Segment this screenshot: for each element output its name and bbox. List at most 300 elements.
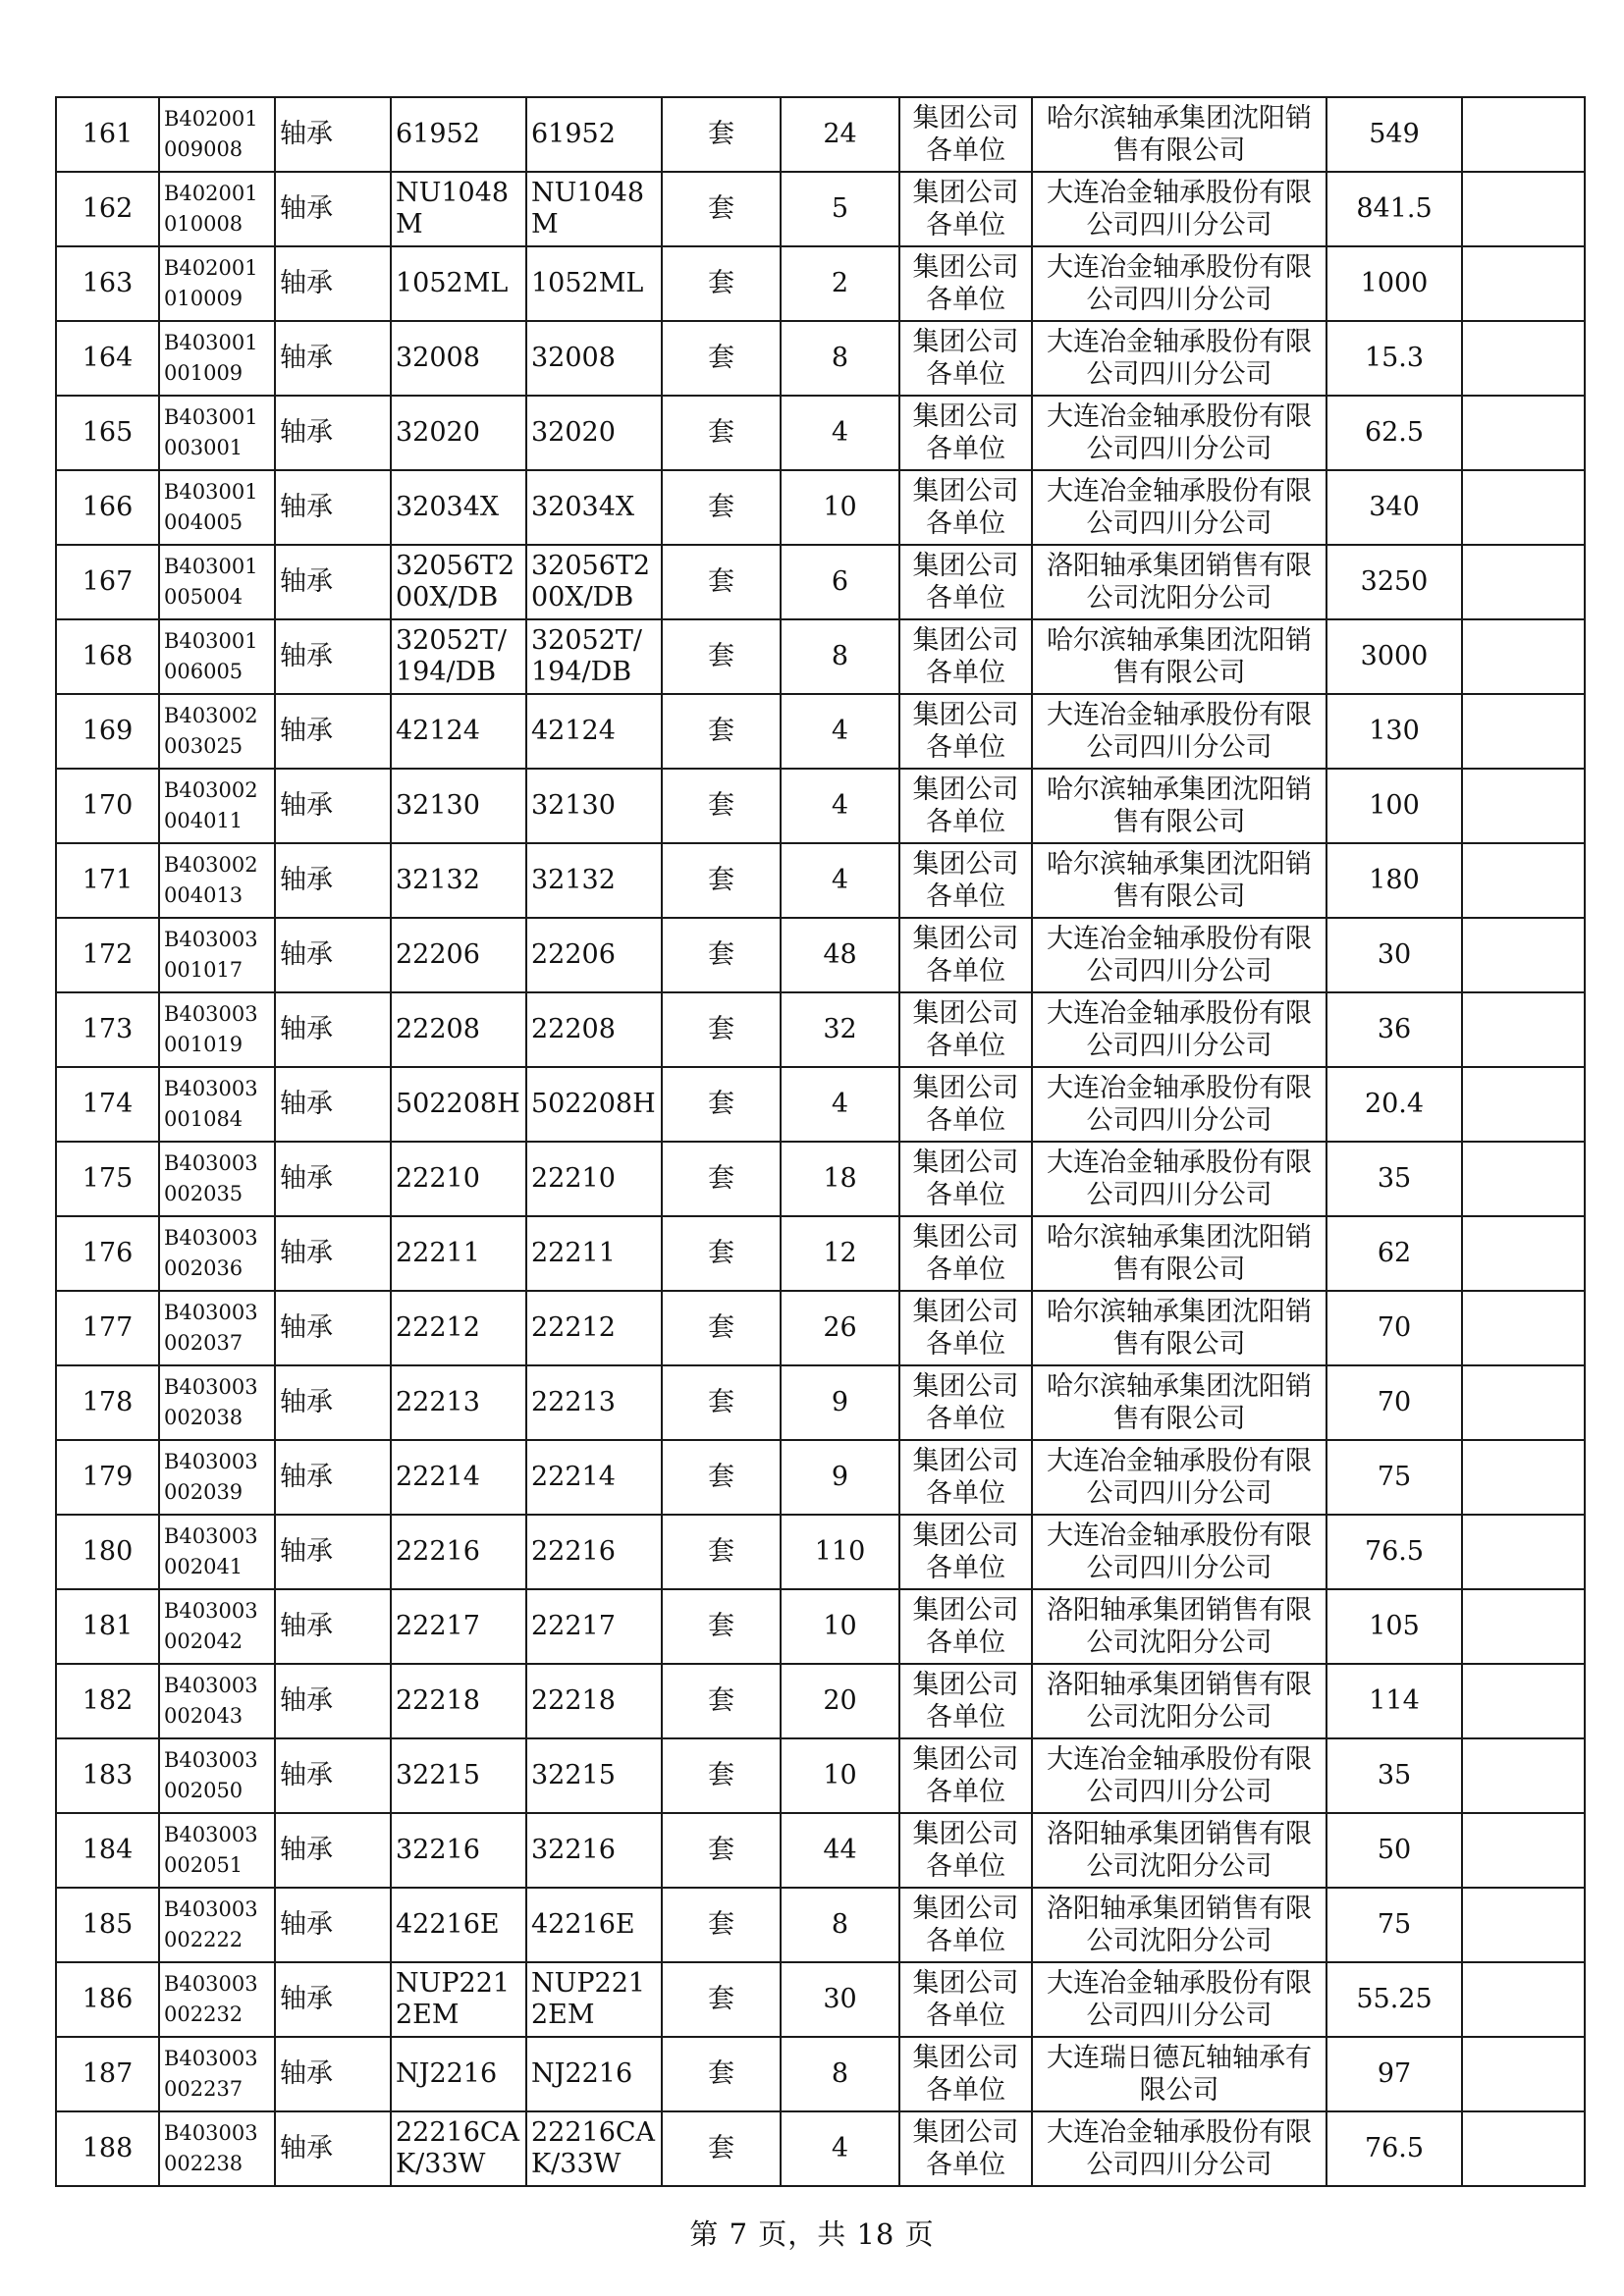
material-code-cell: B403003002038	[159, 1365, 275, 1440]
model-cell: 42124	[526, 694, 662, 769]
buyer-unit-cell: 集团公司各单位	[899, 992, 1032, 1067]
buyer-unit-cell: 集团公司各单位	[899, 97, 1032, 172]
unit-price-cell: 105	[1326, 1589, 1462, 1664]
remark-cell	[1462, 172, 1585, 246]
material-name-cell: 轴承	[275, 1142, 391, 1216]
remark-cell	[1462, 246, 1585, 321]
row-number-cell: 174	[56, 1067, 159, 1142]
unit-price-cell: 62.5	[1326, 396, 1462, 470]
table-row	[56, 396, 1585, 470]
supplier-cell: 洛阳轴承集团销售有限公司沈阳分公司	[1032, 545, 1326, 619]
unit-price-cell: 35	[1326, 1142, 1462, 1216]
model-cell: 32216	[526, 1813, 662, 1888]
unit-of-measure-cell: 套	[662, 1067, 781, 1142]
spec-cell: 32216	[391, 1813, 526, 1888]
quantity-cell: 26	[781, 1291, 899, 1365]
table-row	[56, 1291, 1585, 1365]
quantity-cell: 30	[781, 1962, 899, 2037]
supplier-cell: 哈尔滨轴承集团沈阳销售有限公司	[1032, 619, 1326, 694]
table-row	[56, 1142, 1585, 1216]
unit-price-cell: 62	[1326, 1216, 1462, 1291]
unit-price-cell: 36	[1326, 992, 1462, 1067]
material-code-cell: B402001009008	[159, 97, 275, 172]
spec-cell: 22216	[391, 1515, 526, 1589]
material-code-cell: B403003001017	[159, 918, 275, 992]
spec-cell: 32020	[391, 396, 526, 470]
remark-cell	[1462, 843, 1585, 918]
unit-price-cell: 841.5	[1326, 172, 1462, 246]
model-cell: 22217	[526, 1589, 662, 1664]
row-number-cell: 183	[56, 1738, 159, 1813]
supplier-cell: 大连冶金轴承股份有限公司四川分公司	[1032, 918, 1326, 992]
quantity-cell: 2	[781, 246, 899, 321]
material-code-cell: B403003002232	[159, 1962, 275, 2037]
unit-price-cell: 3250	[1326, 545, 1462, 619]
row-number-cell: 172	[56, 918, 159, 992]
row-number-cell: 176	[56, 1216, 159, 1291]
remark-cell	[1462, 694, 1585, 769]
material-code-cell: B403003001084	[159, 1067, 275, 1142]
supplier-cell: 大连冶金轴承股份有限公司四川分公司	[1032, 396, 1326, 470]
material-name-cell: 轴承	[275, 545, 391, 619]
material-code-cell: B403003002222	[159, 1888, 275, 1962]
material-name-cell: 轴承	[275, 321, 391, 396]
material-name-cell: 轴承	[275, 694, 391, 769]
buyer-unit-cell: 集团公司各单位	[899, 470, 1032, 545]
buyer-unit-cell: 集团公司各单位	[899, 1738, 1032, 1813]
material-name-cell: 轴承	[275, 396, 391, 470]
row-number-cell: 187	[56, 2037, 159, 2111]
table-row	[56, 619, 1585, 694]
row-number-cell: 184	[56, 1813, 159, 1888]
model-cell: 502208H	[526, 1067, 662, 1142]
material-name-cell: 轴承	[275, 1962, 391, 2037]
table-row	[56, 1216, 1585, 1291]
buyer-unit-cell: 集团公司各单位	[899, 246, 1032, 321]
row-number-cell: 168	[56, 619, 159, 694]
spec-cell: 22213	[391, 1365, 526, 1440]
table-row	[56, 918, 1585, 992]
model-cell: 32008	[526, 321, 662, 396]
material-code-cell: B403002003025	[159, 694, 275, 769]
unit-price-cell: 30	[1326, 918, 1462, 992]
quantity-cell: 8	[781, 321, 899, 396]
buyer-unit-cell: 集团公司各单位	[899, 172, 1032, 246]
quantity-cell: 32	[781, 992, 899, 1067]
material-name-cell: 轴承	[275, 1664, 391, 1738]
quantity-cell: 20	[781, 1664, 899, 1738]
unit-price-cell: 130	[1326, 694, 1462, 769]
unit-of-measure-cell: 套	[662, 694, 781, 769]
material-name-cell: 轴承	[275, 1216, 391, 1291]
material-name-cell: 轴承	[275, 1440, 391, 1515]
model-cell: NUP2212EM	[526, 1962, 662, 2037]
remark-cell	[1462, 396, 1585, 470]
supplier-cell: 大连冶金轴承股份有限公司四川分公司	[1032, 470, 1326, 545]
quantity-cell: 8	[781, 2037, 899, 2111]
row-number-cell: 164	[56, 321, 159, 396]
row-number-cell: 185	[56, 1888, 159, 1962]
remark-cell	[1462, 545, 1585, 619]
spec-cell: 22208	[391, 992, 526, 1067]
unit-price-cell: 3000	[1326, 619, 1462, 694]
supplier-cell: 洛阳轴承集团销售有限公司沈阳分公司	[1032, 1664, 1326, 1738]
unit-price-cell: 180	[1326, 843, 1462, 918]
buyer-unit-cell: 集团公司各单位	[899, 918, 1032, 992]
page-footer: 第 7 页，共 18 页	[689, 2217, 935, 2251]
spec-cell: NU1048M	[391, 172, 526, 246]
unit-of-measure-cell: 套	[662, 843, 781, 918]
remark-cell	[1462, 1962, 1585, 2037]
spec-cell: 32008	[391, 321, 526, 396]
supplier-cell: 大连冶金轴承股份有限公司四川分公司	[1032, 1142, 1326, 1216]
model-cell: 22213	[526, 1365, 662, 1440]
unit-of-measure-cell: 套	[662, 1515, 781, 1589]
material-code-cell: B403001003001	[159, 396, 275, 470]
material-name-cell: 轴承	[275, 2037, 391, 2111]
material-code-cell: B403003001019	[159, 992, 275, 1067]
row-number-cell: 171	[56, 843, 159, 918]
spec-cell: 22217	[391, 1589, 526, 1664]
spec-cell: 32215	[391, 1738, 526, 1813]
buyer-unit-cell: 集团公司各单位	[899, 321, 1032, 396]
table-row	[56, 246, 1585, 321]
material-name-cell: 轴承	[275, 1291, 391, 1365]
material-code-cell: B403001005004	[159, 545, 275, 619]
spec-cell: 32130	[391, 769, 526, 843]
table-row	[56, 2037, 1585, 2111]
supplier-cell: 大连冶金轴承股份有限公司四川分公司	[1032, 2111, 1326, 2186]
table-row	[56, 1365, 1585, 1440]
buyer-unit-cell: 集团公司各单位	[899, 2111, 1032, 2186]
material-name-cell: 轴承	[275, 172, 391, 246]
remark-cell	[1462, 1440, 1585, 1515]
unit-of-measure-cell: 套	[662, 1888, 781, 1962]
material-name-cell: 轴承	[275, 470, 391, 545]
unit-of-measure-cell: 套	[662, 1440, 781, 1515]
material-code-cell: B403003002050	[159, 1738, 275, 1813]
quantity-cell: 4	[781, 694, 899, 769]
spec-cell: 22210	[391, 1142, 526, 1216]
spec-cell: 61952	[391, 97, 526, 172]
material-code-cell: B403003002041	[159, 1515, 275, 1589]
material-name-cell: 轴承	[275, 619, 391, 694]
remark-cell	[1462, 1142, 1585, 1216]
supplier-cell: 大连冶金轴承股份有限公司四川分公司	[1032, 321, 1326, 396]
buyer-unit-cell: 集团公司各单位	[899, 1888, 1032, 1962]
model-cell: 22211	[526, 1216, 662, 1291]
quantity-cell: 4	[781, 843, 899, 918]
spec-cell: 32056T200X/DB	[391, 545, 526, 619]
spec-cell: 22211	[391, 1216, 526, 1291]
quantity-cell: 110	[781, 1515, 899, 1589]
table-row	[56, 321, 1585, 396]
spec-cell: 1052ML	[391, 246, 526, 321]
model-cell: 22208	[526, 992, 662, 1067]
spec-cell: 22206	[391, 918, 526, 992]
unit-of-measure-cell: 套	[662, 246, 781, 321]
supplier-cell: 洛阳轴承集团销售有限公司沈阳分公司	[1032, 1888, 1326, 1962]
material-name-cell: 轴承	[275, 843, 391, 918]
model-cell: 22216CAK/33W	[526, 2111, 662, 2186]
row-number-cell: 163	[56, 246, 159, 321]
material-name-cell: 轴承	[275, 918, 391, 992]
bearing-price-table	[55, 96, 1586, 2187]
remark-cell	[1462, 97, 1585, 172]
row-number-cell: 170	[56, 769, 159, 843]
row-number-cell: 166	[56, 470, 159, 545]
remark-cell	[1462, 1589, 1585, 1664]
remark-cell	[1462, 769, 1585, 843]
quantity-cell: 44	[781, 1813, 899, 1888]
model-cell: 22214	[526, 1440, 662, 1515]
remark-cell	[1462, 1515, 1585, 1589]
material-code-cell: B403003002042	[159, 1589, 275, 1664]
buyer-unit-cell: 集团公司各单位	[899, 1440, 1032, 1515]
buyer-unit-cell: 集团公司各单位	[899, 1291, 1032, 1365]
unit-price-cell: 75	[1326, 1440, 1462, 1515]
unit-price-cell: 15.3	[1326, 321, 1462, 396]
remark-cell	[1462, 1216, 1585, 1291]
buyer-unit-cell: 集团公司各单位	[899, 843, 1032, 918]
unit-of-measure-cell: 套	[662, 1365, 781, 1440]
remark-cell	[1462, 1813, 1585, 1888]
material-name-cell: 轴承	[275, 1813, 391, 1888]
spec-cell: 32132	[391, 843, 526, 918]
remark-cell	[1462, 619, 1585, 694]
material-code-cell: B403003002036	[159, 1216, 275, 1291]
supplier-cell: 哈尔滨轴承集团沈阳销售有限公司	[1032, 97, 1326, 172]
unit-price-cell: 20.4	[1326, 1067, 1462, 1142]
unit-of-measure-cell: 套	[662, 1216, 781, 1291]
material-name-cell: 轴承	[275, 1888, 391, 1962]
row-number-cell: 178	[56, 1365, 159, 1440]
unit-of-measure-cell: 套	[662, 172, 781, 246]
buyer-unit-cell: 集团公司各单位	[899, 396, 1032, 470]
remark-cell	[1462, 1738, 1585, 1813]
supplier-cell: 大连瑞日德瓦轴轴承有限公司	[1032, 2037, 1326, 2111]
buyer-unit-cell: 集团公司各单位	[899, 1142, 1032, 1216]
quantity-cell: 4	[781, 396, 899, 470]
model-cell: 61952	[526, 97, 662, 172]
unit-price-cell: 50	[1326, 1813, 1462, 1888]
buyer-unit-cell: 集团公司各单位	[899, 1589, 1032, 1664]
buyer-unit-cell: 集团公司各单位	[899, 545, 1032, 619]
buyer-unit-cell: 集团公司各单位	[899, 1216, 1032, 1291]
unit-price-cell: 55.25	[1326, 1962, 1462, 2037]
unit-price-cell: 75	[1326, 1888, 1462, 1962]
row-number-cell: 165	[56, 396, 159, 470]
quantity-cell: 4	[781, 2111, 899, 2186]
unit-price-cell: 70	[1326, 1291, 1462, 1365]
remark-cell	[1462, 321, 1585, 396]
supplier-cell: 大连冶金轴承股份有限公司四川分公司	[1032, 992, 1326, 1067]
table-row	[56, 1515, 1585, 1589]
unit-of-measure-cell: 套	[662, 1813, 781, 1888]
remark-cell	[1462, 1291, 1585, 1365]
unit-of-measure-cell: 套	[662, 1664, 781, 1738]
table-row	[56, 2111, 1585, 2186]
model-cell: 22216	[526, 1515, 662, 1589]
supplier-cell: 洛阳轴承集团销售有限公司沈阳分公司	[1032, 1589, 1326, 1664]
table-row	[56, 1067, 1585, 1142]
model-cell: 32132	[526, 843, 662, 918]
row-number-cell: 182	[56, 1664, 159, 1738]
supplier-cell: 洛阳轴承集团销售有限公司沈阳分公司	[1032, 1813, 1326, 1888]
model-cell: 32034X	[526, 470, 662, 545]
spec-cell: 32052T/194/DB	[391, 619, 526, 694]
model-cell: 42216E	[526, 1888, 662, 1962]
remark-cell	[1462, 918, 1585, 992]
buyer-unit-cell: 集团公司各单位	[899, 1365, 1032, 1440]
material-code-cell: B403001001009	[159, 321, 275, 396]
material-code-cell: B403002004013	[159, 843, 275, 918]
quantity-cell: 8	[781, 619, 899, 694]
unit-of-measure-cell: 套	[662, 769, 781, 843]
unit-of-measure-cell: 套	[662, 396, 781, 470]
row-number-cell: 161	[56, 97, 159, 172]
remark-cell	[1462, 1067, 1585, 1142]
quantity-cell: 48	[781, 918, 899, 992]
model-cell: 32056T200X/DB	[526, 545, 662, 619]
model-cell: 32215	[526, 1738, 662, 1813]
material-name-cell: 轴承	[275, 1515, 391, 1589]
model-cell: 22210	[526, 1142, 662, 1216]
unit-price-cell: 35	[1326, 1738, 1462, 1813]
material-name-cell: 轴承	[275, 2111, 391, 2186]
buyer-unit-cell: 集团公司各单位	[899, 1664, 1032, 1738]
unit-of-measure-cell: 套	[662, 321, 781, 396]
unit-price-cell: 549	[1326, 97, 1462, 172]
spec-cell: 502208H	[391, 1067, 526, 1142]
remark-cell	[1462, 1664, 1585, 1738]
spec-cell: 22218	[391, 1664, 526, 1738]
quantity-cell: 9	[781, 1440, 899, 1515]
material-code-cell: B402001010008	[159, 172, 275, 246]
row-number-cell: 169	[56, 694, 159, 769]
unit-of-measure-cell: 套	[662, 2037, 781, 2111]
quantity-cell: 10	[781, 470, 899, 545]
unit-of-measure-cell: 套	[662, 1738, 781, 1813]
model-cell: 22206	[526, 918, 662, 992]
material-code-cell: B403002004011	[159, 769, 275, 843]
quantity-cell: 9	[781, 1365, 899, 1440]
model-cell: NJ2216	[526, 2037, 662, 2111]
table-row	[56, 1813, 1585, 1888]
unit-of-measure-cell: 套	[662, 1291, 781, 1365]
material-name-cell: 轴承	[275, 1067, 391, 1142]
buyer-unit-cell: 集团公司各单位	[899, 1515, 1032, 1589]
unit-price-cell: 1000	[1326, 246, 1462, 321]
table-row	[56, 992, 1585, 1067]
unit-of-measure-cell: 套	[662, 470, 781, 545]
unit-price-cell: 70	[1326, 1365, 1462, 1440]
supplier-cell: 大连冶金轴承股份有限公司四川分公司	[1032, 1515, 1326, 1589]
material-name-cell: 轴承	[275, 246, 391, 321]
table-row	[56, 1738, 1585, 1813]
supplier-cell: 大连冶金轴承股份有限公司四川分公司	[1032, 1738, 1326, 1813]
unit-price-cell: 114	[1326, 1664, 1462, 1738]
model-cell: 32130	[526, 769, 662, 843]
row-number-cell: 177	[56, 1291, 159, 1365]
table-row	[56, 1440, 1585, 1515]
remark-cell	[1462, 2111, 1585, 2186]
material-code-cell: B403003002237	[159, 2037, 275, 2111]
remark-cell	[1462, 1365, 1585, 1440]
unit-price-cell: 76.5	[1326, 2111, 1462, 2186]
material-name-cell: 轴承	[275, 992, 391, 1067]
remark-cell	[1462, 470, 1585, 545]
table-row	[56, 1664, 1585, 1738]
unit-of-measure-cell: 套	[662, 1962, 781, 2037]
unit-price-cell: 97	[1326, 2037, 1462, 2111]
material-code-cell: B403003002035	[159, 1142, 275, 1216]
model-cell: 1052ML	[526, 246, 662, 321]
row-number-cell: 173	[56, 992, 159, 1067]
unit-of-measure-cell: 套	[662, 992, 781, 1067]
unit-of-measure-cell: 套	[662, 918, 781, 992]
model-cell: 22218	[526, 1664, 662, 1738]
buyer-unit-cell: 集团公司各单位	[899, 769, 1032, 843]
unit-of-measure-cell: 套	[662, 97, 781, 172]
quantity-cell: 4	[781, 769, 899, 843]
spec-cell: 22214	[391, 1440, 526, 1515]
material-code-cell: B402001010009	[159, 246, 275, 321]
supplier-cell: 哈尔滨轴承集团沈阳销售有限公司	[1032, 1365, 1326, 1440]
remark-cell	[1462, 992, 1585, 1067]
material-code-cell: B403003002051	[159, 1813, 275, 1888]
remark-cell	[1462, 2037, 1585, 2111]
quantity-cell: 8	[781, 1888, 899, 1962]
table-row	[56, 769, 1585, 843]
spec-cell: 42216E	[391, 1888, 526, 1962]
row-number-cell: 186	[56, 1962, 159, 2037]
material-code-cell: B403001004005	[159, 470, 275, 545]
material-name-cell: 轴承	[275, 1365, 391, 1440]
table-row	[56, 1962, 1585, 2037]
supplier-cell: 哈尔滨轴承集团沈阳销售有限公司	[1032, 769, 1326, 843]
spec-cell: 22212	[391, 1291, 526, 1365]
table-row	[56, 97, 1585, 172]
row-number-cell: 180	[56, 1515, 159, 1589]
spec-cell: 22216CAK/33W	[391, 2111, 526, 2186]
quantity-cell: 10	[781, 1738, 899, 1813]
unit-of-measure-cell: 套	[662, 619, 781, 694]
table-row	[56, 470, 1585, 545]
quantity-cell: 4	[781, 1067, 899, 1142]
unit-price-cell: 100	[1326, 769, 1462, 843]
supplier-cell: 大连冶金轴承股份有限公司四川分公司	[1032, 1440, 1326, 1515]
material-code-cell: B403003002039	[159, 1440, 275, 1515]
remark-cell	[1462, 1888, 1585, 1962]
row-number-cell: 162	[56, 172, 159, 246]
supplier-cell: 哈尔滨轴承集团沈阳销售有限公司	[1032, 1216, 1326, 1291]
quantity-cell: 10	[781, 1589, 899, 1664]
supplier-cell: 哈尔滨轴承集团沈阳销售有限公司	[1032, 843, 1326, 918]
supplier-cell: 大连冶金轴承股份有限公司四川分公司	[1032, 246, 1326, 321]
model-cell: 32020	[526, 396, 662, 470]
model-cell: 32052T/194/DB	[526, 619, 662, 694]
quantity-cell: 18	[781, 1142, 899, 1216]
material-name-cell: 轴承	[275, 769, 391, 843]
material-name-cell: 轴承	[275, 1589, 391, 1664]
buyer-unit-cell: 集团公司各单位	[899, 1067, 1032, 1142]
row-number-cell: 175	[56, 1142, 159, 1216]
unit-of-measure-cell: 套	[662, 545, 781, 619]
spec-cell: NJ2216	[391, 2037, 526, 2111]
table-row	[56, 694, 1585, 769]
table-row	[56, 1888, 1585, 1962]
